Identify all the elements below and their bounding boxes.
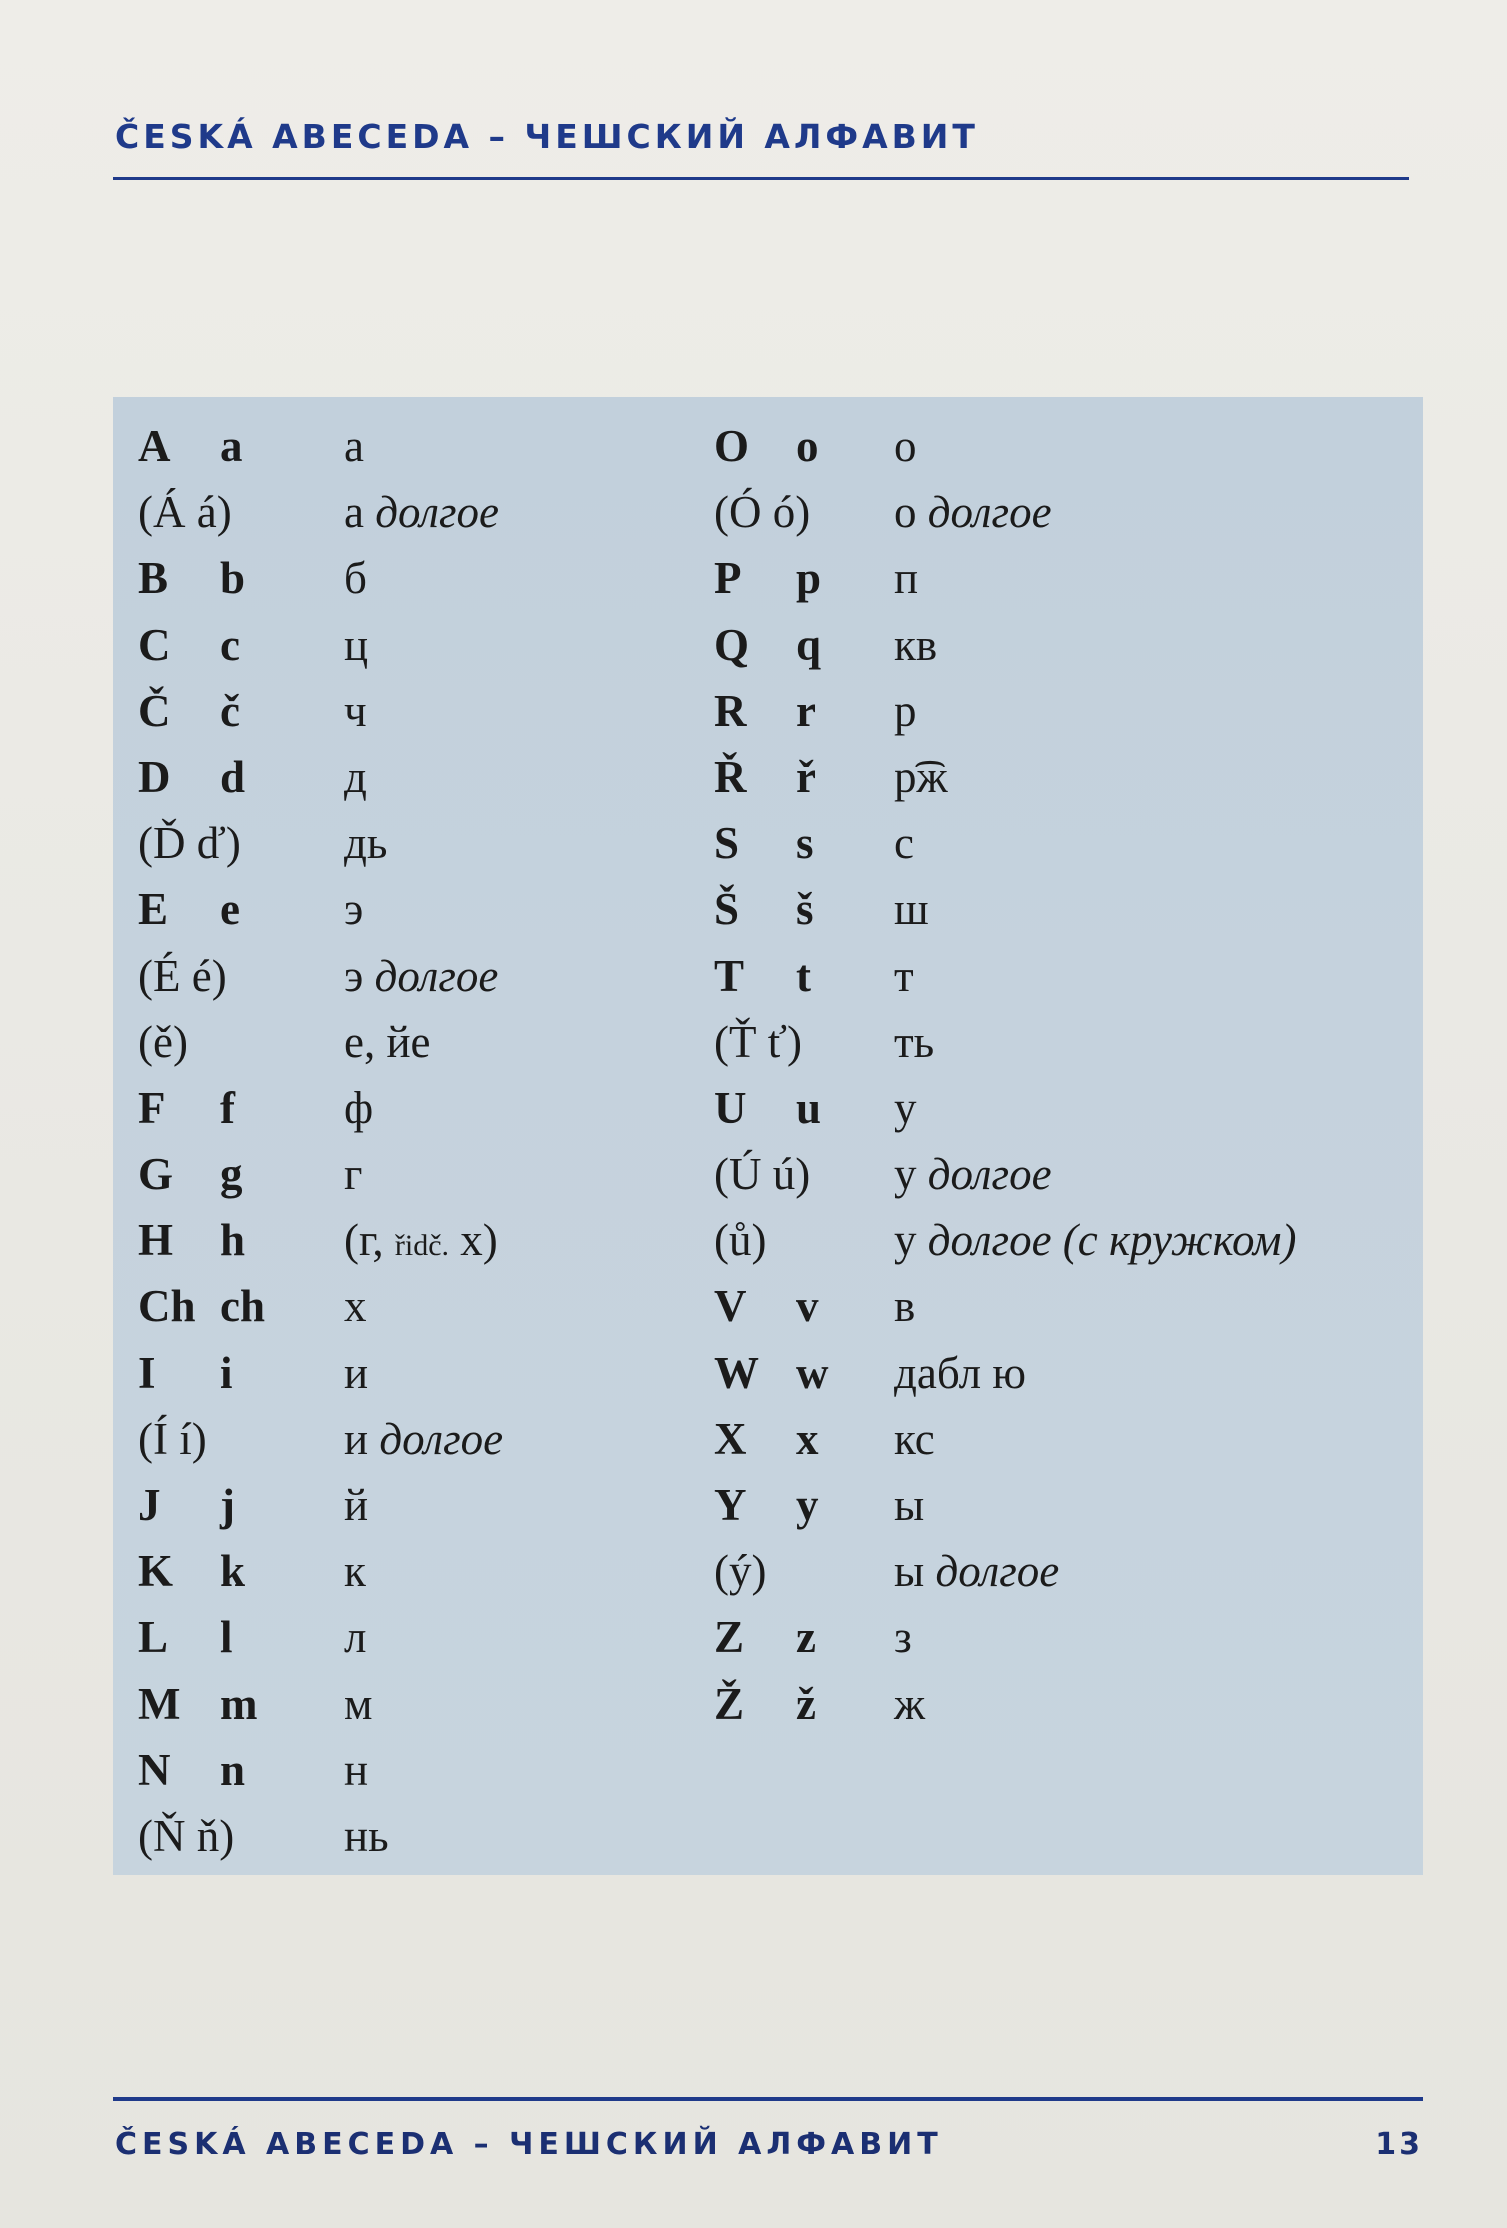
pronunciation-part: к: [344, 1546, 366, 1597]
letter-lowercase: u: [796, 1082, 822, 1133]
letter-parenthesized: (ě): [138, 1016, 188, 1067]
pronunciation-part: э: [344, 950, 375, 1001]
letter-uppercase: C: [138, 619, 171, 670]
pronunciation-part: ц: [344, 619, 369, 670]
footer-row: [113, 2127, 1423, 2162]
pronunciation-part: кв: [894, 619, 938, 670]
letter-lowercase: y: [796, 1480, 819, 1530]
letter-uppercase: Q: [714, 619, 750, 670]
letter-uppercase: M: [138, 1678, 181, 1729]
pronunciation: [894, 1207, 1297, 1273]
letter-uppercase: O: [714, 421, 750, 471]
pronunciation: [894, 1009, 934, 1075]
letter-parenthesized: (Ď ď): [138, 818, 241, 869]
letter-lowercase: z: [796, 1612, 816, 1663]
pronunciation-part: х: [344, 1281, 367, 1332]
pronunciation: [894, 479, 1052, 545]
letter-lowercase: c: [220, 619, 240, 670]
letter-uppercase: Š: [714, 884, 740, 935]
letter-uppercase: V: [714, 1281, 747, 1332]
letter-uppercase: G: [138, 1149, 174, 1200]
alphabet-table: [113, 397, 1423, 1875]
running-footer: [113, 2097, 1423, 2162]
pronunciation: [344, 1737, 368, 1803]
letter-uppercase: Y: [714, 1480, 747, 1530]
pronunciation-part: л: [344, 1612, 367, 1663]
letter-parenthesized: (Ť ť): [714, 1016, 802, 1067]
pronunciation-part: у: [894, 1215, 928, 1266]
letter-parenthesized: (Ň ň): [138, 1810, 235, 1861]
pronunciation: [894, 612, 937, 678]
letter-uppercase: X: [714, 1413, 747, 1464]
pronunciation-part: ч: [344, 685, 367, 736]
letter-uppercase: P: [714, 553, 742, 604]
pronunciation: [894, 1604, 912, 1670]
letter-lowercase: v: [796, 1281, 819, 1332]
pronunciation-part: о: [894, 421, 917, 471]
pronunciation: [344, 612, 368, 678]
letter-lowercase: m: [220, 1678, 258, 1729]
pronunciation: [344, 545, 367, 611]
pronunciation: [344, 1538, 366, 1604]
pronunciation-part: ть: [894, 1016, 935, 1067]
pronunciation: [344, 1207, 498, 1279]
pronunciation-part: а: [344, 487, 376, 538]
letter-parenthesized: (Í í): [138, 1413, 207, 1464]
letter-lowercase: x: [796, 1413, 819, 1464]
pronunciation: [344, 1604, 366, 1670]
pronunciation-part: г: [344, 1149, 363, 1200]
pronunciation-part: ф: [344, 1082, 374, 1133]
pronunciation-part: н: [344, 1744, 369, 1795]
pronunciation-part: е, йе: [344, 1016, 431, 1067]
pronunciation: [894, 1340, 1026, 1406]
pronunciation: [894, 1141, 1052, 1207]
letter-lowercase: p: [796, 553, 822, 604]
letter-lowercase: a: [220, 421, 243, 471]
pronunciation: [894, 545, 918, 611]
pronunciation-part: х): [449, 1215, 498, 1266]
letter-uppercase: H: [138, 1215, 174, 1266]
pronunciation-part: р: [894, 685, 917, 736]
pronunciation: [894, 1671, 925, 1737]
letter-uppercase: Ř: [714, 751, 747, 802]
pronunciation-part: д: [344, 751, 367, 802]
pronunciation: [894, 810, 914, 876]
letter-lowercase: w: [796, 1347, 829, 1398]
letter-lowercase: ž: [796, 1678, 816, 1729]
letter-parenthesized: (Ú ú): [714, 1149, 811, 1200]
pronunciation: [894, 1075, 917, 1141]
letter-uppercase: A: [138, 421, 171, 471]
letter-lowercase: h: [220, 1215, 246, 1266]
letter-lowercase: f: [220, 1082, 235, 1133]
pronunciation: [344, 1340, 368, 1406]
letter-parenthesized: (ý): [714, 1546, 767, 1597]
pronunciation-part: а: [344, 421, 364, 471]
letter-lowercase: b: [220, 553, 246, 604]
letter-parenthesized: (Á á): [138, 487, 232, 538]
letter-lowercase: i: [220, 1347, 233, 1398]
letter-uppercase: S: [714, 818, 740, 869]
letter-lowercase: r: [796, 685, 816, 736]
pronunciation-part: б: [344, 553, 367, 604]
letter-lowercase: l: [220, 1612, 233, 1663]
pronunciation-part: з: [894, 1612, 912, 1663]
letter-uppercase: D: [138, 751, 171, 802]
letter-parenthesized: (ů): [714, 1215, 767, 1266]
letter-lowercase: d: [220, 751, 246, 802]
letter-parenthesized: (É é): [138, 950, 227, 1001]
letter-lowercase: n: [220, 1744, 246, 1795]
pronunciation-part: и: [344, 1413, 380, 1464]
letter-uppercase: U: [714, 1082, 747, 1133]
letter-uppercase: T: [714, 950, 745, 1001]
letter-lowercase: q: [796, 619, 822, 670]
pronunciation: [894, 1472, 924, 1538]
pronunciation-part: кс: [894, 1413, 935, 1464]
pronunciation: [344, 810, 387, 876]
pronunciation-part: у: [894, 1149, 928, 1200]
letter-parenthesized: (Ó ó): [714, 487, 811, 538]
pronunciation: [344, 413, 364, 479]
pronunciation-part: дабл ю: [894, 1347, 1026, 1398]
letter-lowercase: t: [796, 950, 811, 1001]
pronunciation: [894, 744, 948, 810]
letter-uppercase: R: [714, 685, 747, 736]
letter-uppercase: F: [138, 1082, 166, 1133]
pronunciation-part: долгое: [935, 1546, 1060, 1597]
letter-uppercase: J: [138, 1480, 161, 1530]
pronunciation-part: р͡ж: [894, 751, 948, 802]
letter-lowercase: š: [796, 884, 814, 935]
letter-uppercase: W: [714, 1347, 759, 1398]
pronunciation-part: řidč.: [394, 1229, 450, 1263]
pronunciation: [894, 678, 917, 744]
pronunciation-part: долгое (с кружком): [927, 1215, 1297, 1266]
letter-uppercase: L: [138, 1612, 169, 1663]
pronunciation: [894, 1273, 915, 1339]
footer-title: ČESKÁ ABECEDA – ЧЕШСКИЙ АЛФАВИТ: [115, 2127, 943, 2162]
pronunciation-part: в: [894, 1281, 916, 1332]
letter-uppercase: Z: [714, 1612, 745, 1663]
letter-lowercase: č: [220, 685, 240, 736]
header-rule: [113, 177, 1409, 180]
pronunciation-part: долгое: [927, 1149, 1052, 1200]
letter-lowercase: ch: [220, 1281, 265, 1332]
letter-uppercase: N: [138, 1744, 171, 1795]
pronunciation: [894, 1406, 935, 1472]
pronunciation: [344, 678, 367, 744]
pronunciation: [344, 1141, 362, 1207]
pronunciation: [894, 1538, 1059, 1604]
header-title: ČESKÁ ABECEDA – ЧЕШСКИЙ АЛФАВИТ: [115, 117, 979, 156]
pronunciation-part: дь: [344, 818, 388, 869]
pronunciation-part: ы: [894, 1546, 936, 1597]
pronunciation-part: и: [344, 1347, 369, 1398]
pronunciation: [344, 744, 367, 810]
pronunciation-part: п: [894, 553, 919, 604]
pronunciation: [894, 413, 917, 479]
letter-lowercase: s: [796, 818, 814, 869]
letter-lowercase: e: [220, 884, 240, 935]
page-number: 13: [1375, 2127, 1423, 2162]
letter-lowercase: j: [220, 1480, 235, 1530]
pronunciation-part: нь: [344, 1810, 389, 1861]
letter-uppercase: K: [138, 1546, 174, 1597]
pronunciation: [344, 876, 363, 942]
letter-uppercase: Č: [138, 685, 171, 736]
letter-lowercase: k: [220, 1546, 246, 1597]
pronunciation-part: у: [894, 1082, 917, 1133]
letter-lowercase: ř: [796, 751, 816, 802]
pronunciation-part: т: [894, 950, 914, 1001]
pronunciation: [344, 1075, 373, 1141]
pronunciation: [894, 943, 914, 1009]
pronunciation: [344, 1009, 431, 1075]
pronunciation-part: э: [344, 884, 364, 935]
letter-uppercase: E: [138, 884, 169, 935]
letter-lowercase: o: [796, 421, 819, 471]
pronunciation: [344, 943, 498, 1009]
pronunciation-part: с: [894, 818, 914, 869]
pronunciation-part: (г,: [344, 1215, 395, 1266]
letter-uppercase: I: [138, 1347, 156, 1398]
footer-rule: [113, 2097, 1423, 2101]
pronunciation: [894, 876, 929, 942]
pronunciation-part: долгое: [374, 950, 499, 1001]
pronunciation-part: ж: [894, 1678, 926, 1729]
pronunciation-part: м: [344, 1678, 373, 1729]
pronunciation-part: ш: [894, 884, 929, 935]
letter-uppercase: B: [138, 553, 169, 604]
letter-uppercase: Ch: [138, 1281, 196, 1332]
letter-lowercase: g: [220, 1149, 243, 1200]
pronunciation-part: долгое: [927, 487, 1052, 538]
pronunciation: [344, 1671, 372, 1737]
pronunciation-part: ы: [894, 1480, 925, 1530]
pronunciation-part: долгое: [379, 1413, 504, 1464]
pronunciation-part: й: [344, 1480, 369, 1530]
pronunciation: [344, 479, 499, 545]
pronunciation: [344, 1803, 389, 1869]
pronunciation-part: о: [894, 487, 928, 538]
pronunciation-part: долгое: [375, 487, 500, 538]
pronunciation: [344, 1273, 367, 1339]
letter-uppercase: Ž: [714, 1678, 745, 1729]
pronunciation: [344, 1472, 368, 1538]
running-header: [113, 117, 1409, 180]
pronunciation: [344, 1406, 503, 1472]
